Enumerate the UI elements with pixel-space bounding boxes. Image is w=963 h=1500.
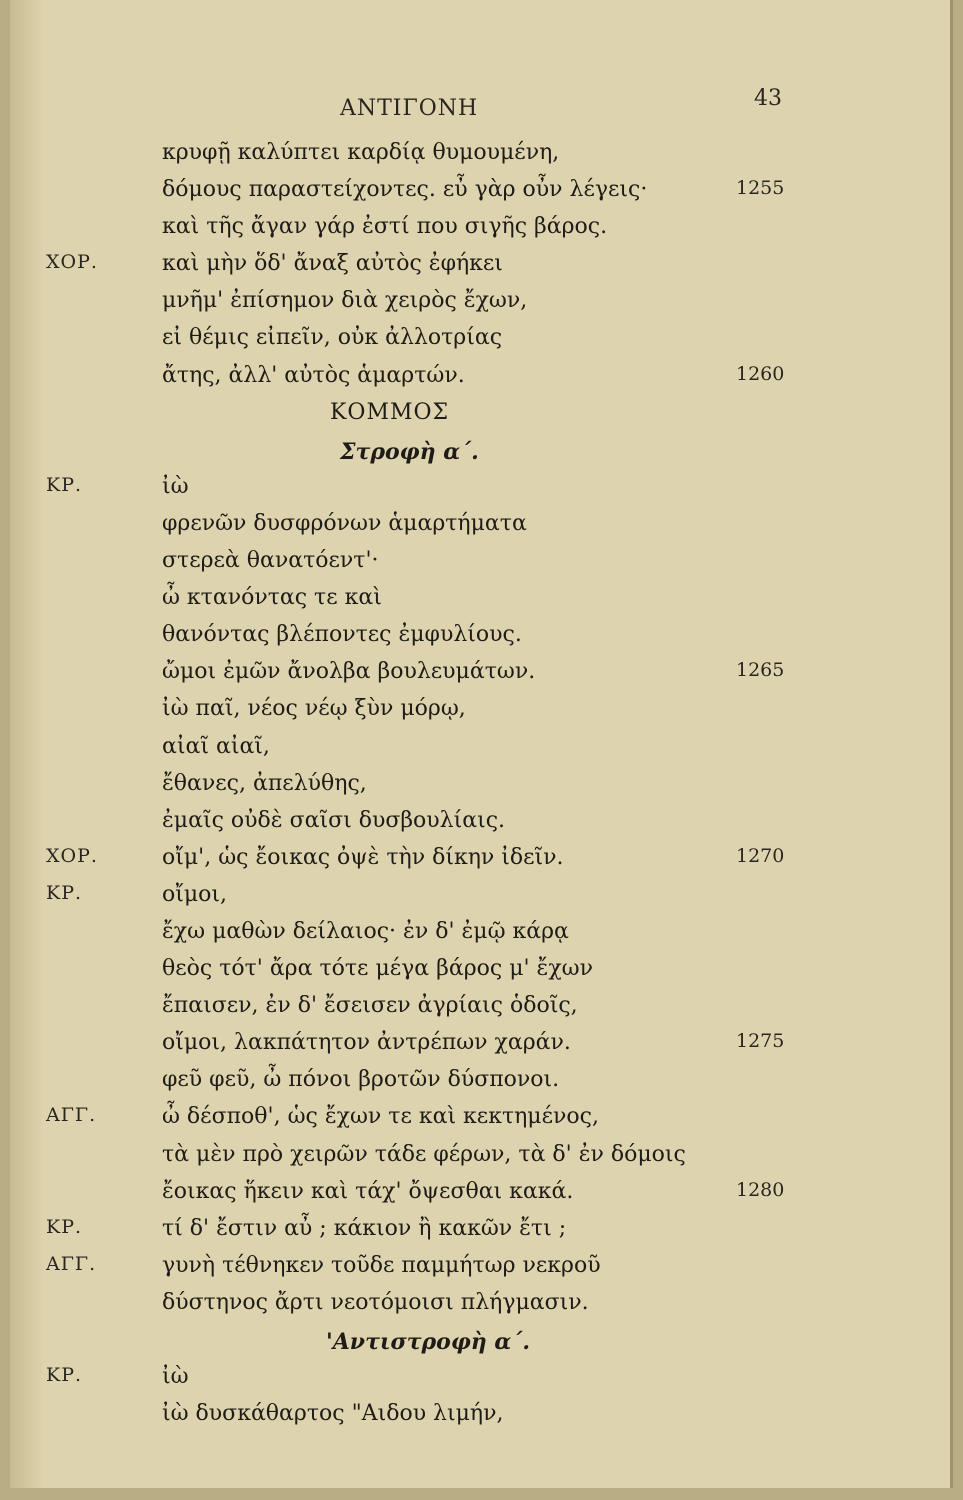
verse-text: τί δ' ἔστιν αὖ ; κάκιον ἢ κακῶν ἔτι ; — [162, 1215, 567, 1241]
verse-text: ὦ δέσποθ', ὡς ἔχων τε καὶ κεκτημένος, — [162, 1104, 599, 1130]
verse-line — [10, 363, 950, 400]
antistrophe-title: 'Αντιστροφὴ α΄. — [326, 1329, 530, 1355]
speaker-label: ΚΡ. — [46, 881, 83, 904]
heading-strophe — [10, 437, 950, 474]
verse-text: καὶ μὴν ὅδ' ἄναξ αὐτὸς ἐφήκει — [162, 251, 503, 277]
verse-line — [10, 622, 950, 659]
kommos-title: ΚΟΜΜΟΣ — [330, 399, 450, 425]
verse-text: ἔοικας ἥκειν καὶ τάχ' ὄψεσθαι κακά. — [162, 1178, 574, 1204]
verse-line — [10, 1290, 950, 1327]
verse-line — [10, 808, 950, 845]
verse-line — [10, 1401, 950, 1438]
verse-text: ἰὼ δυσκάθαρτος "Αιδου λιμήν, — [162, 1401, 504, 1427]
verse-line — [10, 771, 950, 808]
verse-line — [10, 325, 950, 362]
verse-line — [10, 919, 950, 956]
line-number: 1275 — [736, 1030, 785, 1053]
heading-kommos — [10, 400, 950, 437]
verse-line — [10, 1216, 950, 1253]
verse-text: ὦ κτανόντας τε καὶ — [162, 585, 382, 611]
verse-text: θεὸς τότ' ἄρα τότε μέγα βάρος μ' ἔχων — [162, 956, 593, 982]
speaker-label: ΑΓΓ. — [46, 1104, 97, 1127]
verse-text: ἄτης, ἀλλ' αὐτὸς ἁμαρτών. — [162, 362, 465, 388]
line-number: 1280 — [736, 1178, 785, 1201]
line-number: 1255 — [736, 177, 785, 200]
verse-line — [10, 882, 950, 919]
line-number: 1260 — [736, 362, 785, 385]
verse-text: φρενῶν δυσφρόνων ἁμαρτήματα — [162, 510, 527, 536]
verse-text: ἔθανες, ἀπελύθης, — [162, 770, 367, 796]
verse-text: δόμους παραστείχοντες. εὖ γὰρ οὖν λέγεις· — [162, 177, 648, 203]
verse-line — [10, 993, 950, 1030]
verse-text: στερεὰ θανατόεντ'· — [162, 548, 379, 574]
verse-text: θανόντας βλέποντες ἐμφυλίους. — [162, 622, 522, 648]
verse-text: μνῆμ' ἐπίσημον διὰ χειρὸς ἔχων, — [162, 288, 528, 314]
speaker-label: ΧΟΡ. — [46, 844, 98, 867]
verse-text: οἴμοι, — [162, 881, 228, 907]
verse-line — [10, 1104, 950, 1141]
verse-text: αἰαῖ αἰαῖ, — [162, 733, 270, 759]
verse-text: ἰὼ — [162, 1364, 189, 1390]
speaker-label: ΚΡ. — [46, 1215, 83, 1238]
verse-text: τὰ μὲν πρὸ χειρῶν τάδε φέρων, τὰ δ' ἐν δόμοις — [162, 1141, 686, 1167]
verse-text: ἔπαισεν, ἐν δ' ἔσεισεν ἀγρίαις ὁδοῖς, — [162, 993, 578, 1019]
heading-antistrophe — [10, 1327, 950, 1364]
verse-line — [10, 548, 950, 585]
verse-text: οἴμοι, λακπάτητον ἀντρέπων χαράν. — [162, 1030, 571, 1056]
running-head: ΑΝΤΙΓΟΝΗ — [340, 96, 479, 121]
speaker-label: ΧΟΡ. — [46, 251, 98, 274]
verse-line — [10, 1030, 950, 1067]
verse-line — [10, 1253, 950, 1290]
verse-line — [10, 288, 950, 325]
page-number: 43 — [754, 86, 782, 111]
verse-line — [10, 140, 950, 177]
verse-line — [10, 251, 950, 288]
speaker-label: ΑΓΓ. — [46, 1252, 97, 1275]
strophe-title: Στροφὴ α΄. — [340, 438, 479, 465]
verse-line — [10, 1067, 950, 1104]
verse-text: κρυφῇ καλύπτει καρδίᾳ θυμουμένη, — [162, 140, 560, 165]
verse-line — [10, 659, 950, 696]
verse-text: ἰὼ παῖ, νέος νέῳ ξὺν μόρῳ, — [162, 696, 466, 722]
verse-line — [10, 1364, 950, 1401]
verse-text: ὤμοι ἐμῶν ἄνολβα βουλευμάτων. — [162, 659, 536, 685]
speaker-label: ΚΡ. — [46, 1364, 83, 1387]
speaker-label: ΚΡ. — [46, 473, 83, 496]
verse-line — [10, 585, 950, 622]
verse-line — [10, 1142, 950, 1179]
verse-text: γυνὴ τέθνηκεν τοῦδε παμμήτωρ νεκροῦ — [162, 1252, 601, 1278]
verse-line — [10, 474, 950, 511]
verse-line — [10, 845, 950, 882]
verse-text: οἴμ', ὡς ἔοικας ὀψὲ τὴν δίκην ἰδεῖν. — [162, 844, 564, 870]
verse-text: δύστηνος ἄρτι νεοτόμοισι πλήγμασιν. — [162, 1289, 589, 1315]
verse-text: ἐμαῖς οὐδὲ σαῖσι δυσβουλίαις. — [162, 807, 506, 833]
verse-text: εἰ θέμις εἰπεῖν, οὐκ ἀλλοτρίας — [162, 325, 503, 351]
verse-line — [10, 734, 950, 771]
verse-line — [10, 1179, 950, 1216]
line-number: 1265 — [736, 659, 785, 682]
verse-text: καὶ τῆς ἄγαν γάρ ἐστί που σιγῆς βάρος. — [162, 214, 608, 240]
verse-line — [10, 177, 950, 214]
verse-text: φεῦ φεῦ, ὦ πόνοι βροτῶν δύσπονοι. — [162, 1067, 560, 1093]
verse-line — [10, 956, 950, 993]
line-number: 1270 — [736, 844, 785, 867]
verse-line — [10, 214, 950, 251]
verse-line — [10, 511, 950, 548]
verse-text: ἔχω μαθὼν δείλαιος· ἐν δ' ἐμῷ κάρᾳ — [162, 918, 569, 944]
verse-lines — [10, 140, 950, 1438]
book-page — [10, 0, 953, 1488]
verse-line — [10, 696, 950, 733]
verse-text: ἰὼ — [162, 473, 189, 499]
